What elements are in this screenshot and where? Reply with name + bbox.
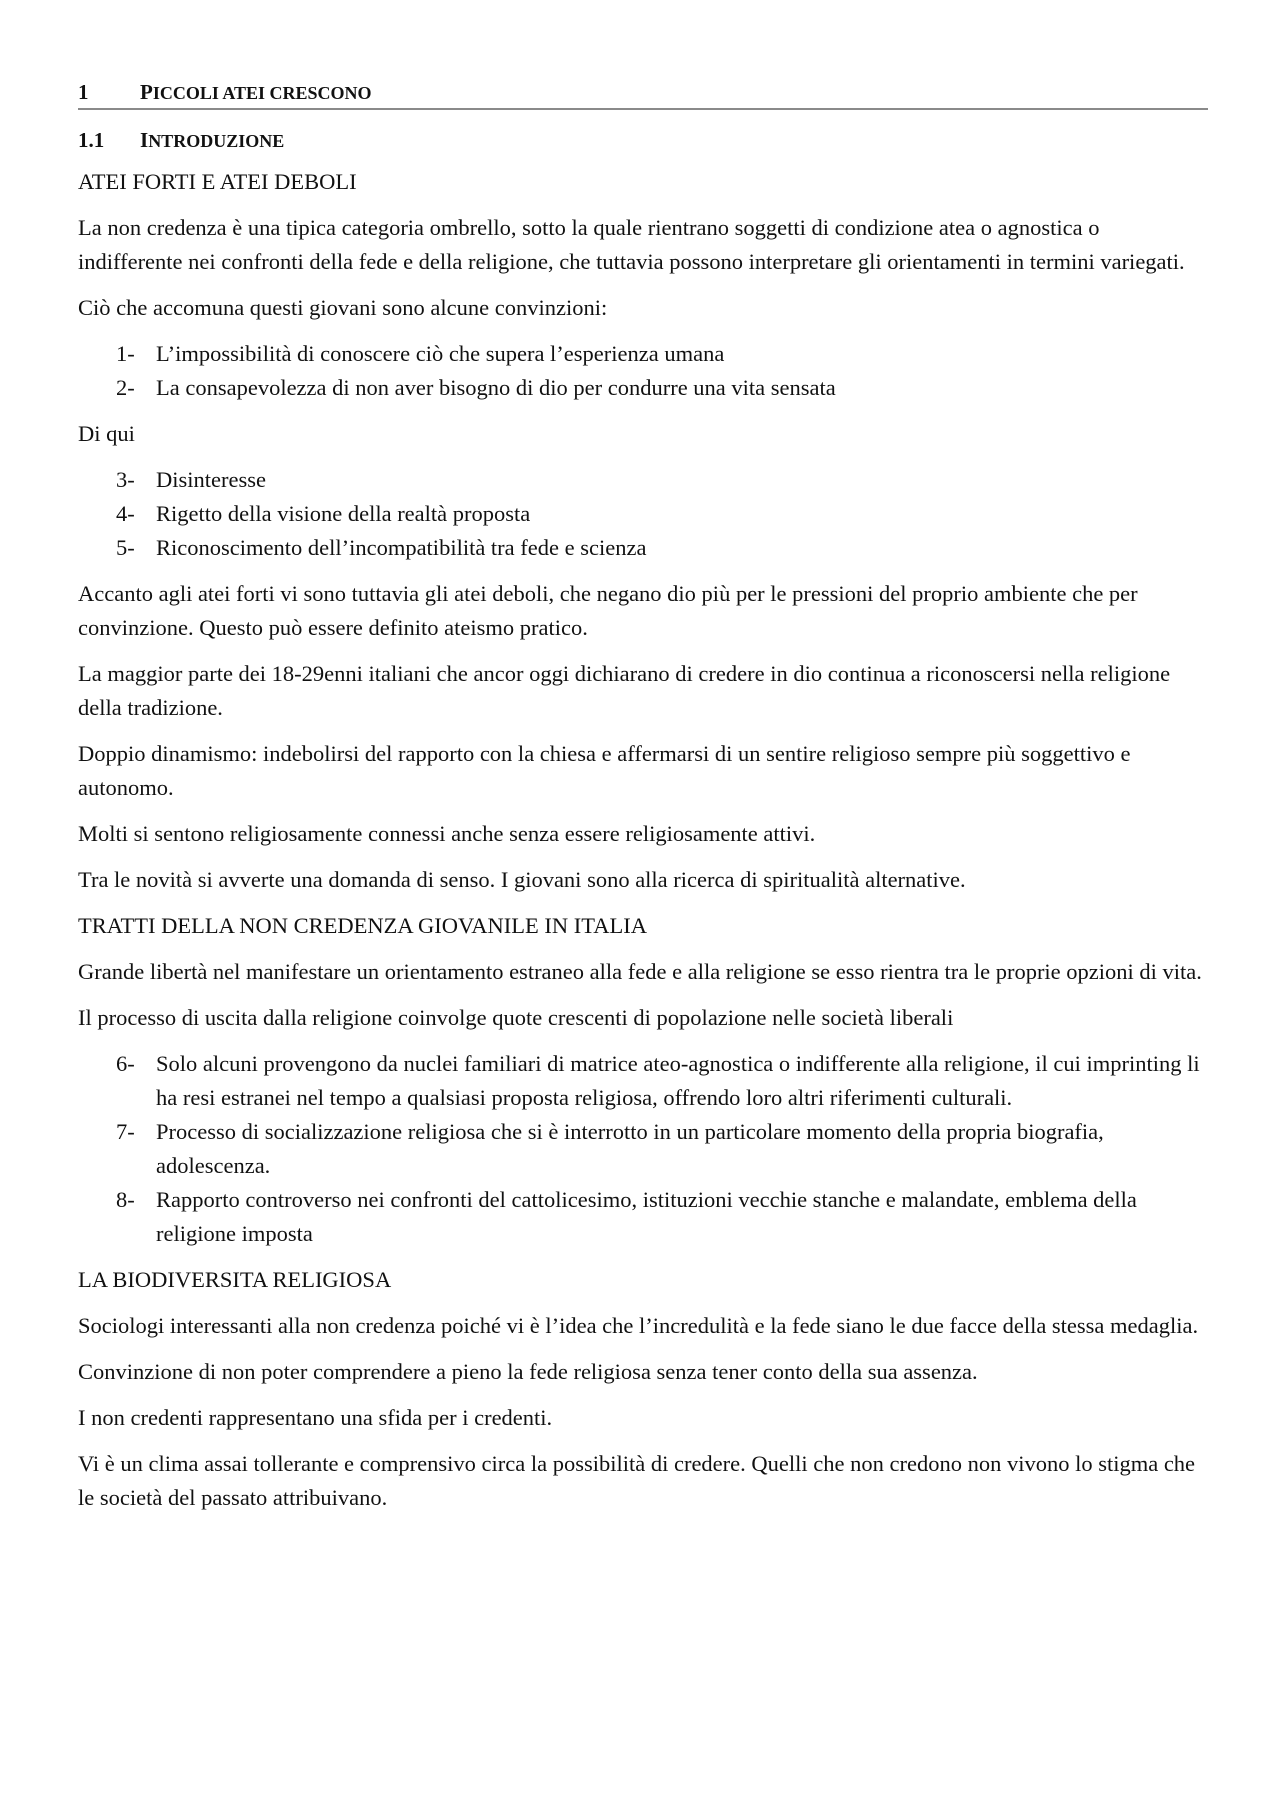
section-heading: [78, 128, 1208, 153]
list-item: 4- Rigetto della visione della realtà proposta: [116, 501, 531, 526]
paragraph: I non credenti rappresentano una sfida per i credenti.: [78, 1405, 553, 1430]
paragraph: Doppio dinamismo: indebolirsi del rapporto con la chiesa e affermarsi di un sentire religioso sempre più soggettivo e autonomo.: [78, 741, 1131, 800]
subheading-tratti: TRATTI DELLA NON CREDENZA GIOVANILE IN ITALIA: [78, 913, 647, 938]
list-convinzioni: [78, 337, 1208, 405]
section-number: 1.1: [78, 128, 105, 152]
paragraph: La maggior parte dei 18-29enni italiani che ancor oggi dichiarano di credere in dio continua a riconoscersi nella religione della tradizione.: [78, 661, 1171, 720]
paragraph: Di qui: [78, 421, 135, 446]
subheading-biodiversita: LA BIODIVERSITA RELIGIOSA: [78, 1267, 392, 1292]
paragraph: Tra le novità si avverte una domanda di senso. I giovani sono alla ricerca di spiritualità alternative.: [78, 867, 966, 892]
paragraph: Grande libertà nel manifestare un orientamento estraneo alla fede e alla religione se esso rientra tra le proprie opzioni di vita.: [78, 959, 1202, 984]
list-item: 2- La consapevolezza di non aver bisogno di dio per condurre una vita sensata: [116, 375, 836, 400]
list-item: 8- Rapporto controverso nei confronti del cattolicesimo, istituzioni vecchie stanche e malandate, emblema della religione imposta: [116, 1187, 1137, 1246]
paragraph: Vi è un clima assai tollerante e comprensivo circa la possibilità di credere. Quelli che non credono non vivono lo stigma che le società del passato attribuivano.: [78, 1451, 1196, 1510]
paragraph: Convinzione di non poter comprendere a pieno la fede religiosa senza tener conto della sua assenza.: [78, 1359, 978, 1384]
paragraph: Ciò che accomuna questi giovani sono alcune convinzioni:: [78, 295, 608, 320]
paragraph: Sociologi interessanti alla non credenza poiché vi è l’idea che l’incredulità e la fede siano le due facce della stessa medaglia.: [78, 1313, 1199, 1338]
document-body: [78, 80, 1208, 1527]
list-item: 7- Processo di socializzazione religiosa che si è interrotto in un particolare momento della propria biografia, adolescenza.: [116, 1119, 1104, 1178]
list-item: 1- L’impossibilità di conoscere ciò che supera l’esperienza umana: [116, 341, 725, 366]
list-conseguenze: [78, 463, 1208, 565]
chapter-title: PICCOLI ATEI CRESCONO: [140, 80, 372, 104]
subheading-atei-forti: ATEI FORTI E ATEI DEBOLI: [78, 169, 357, 194]
paragraph: Accanto agli atei forti vi sono tuttavia gli atei deboli, che negano dio più per le pressioni del proprio ambiente che per convinzione. Questo può essere definito ateismo pratico.: [78, 581, 1138, 640]
list-item: 5- Riconoscimento dell’incompatibilità tra fede e scienza: [116, 535, 647, 560]
section-title: INTRODUZIONE: [140, 128, 285, 152]
chapter-number: 1: [78, 80, 89, 104]
list-item: 3- Disinteresse: [116, 467, 266, 492]
paragraph: Il processo di uscita dalla religione coinvolge quote crescenti di popolazione nelle società liberali: [78, 1005, 954, 1030]
list-item: 6- Solo alcuni provengono da nuclei familiari di matrice ateo-agnostica o indifferente alla religione, il cui imprinting li ha resi estranei nel tempo a qualsiasi proposta religiosa, offrendo loro altri riferimenti culturali.: [116, 1051, 1200, 1110]
paragraph: Molti si sentono religiosamente connessi anche senza essere religiosamente attivi.: [78, 821, 816, 846]
paragraph: La non credenza è una tipica categoria ombrello, sotto la quale rientrano soggetti di condizione atea o agnostica o indifferente nei confronti della fede e della religione, che tuttavia possono interpretare gli orientamenti in termini variegati.: [78, 215, 1185, 274]
chapter-heading: [78, 80, 1208, 110]
list-tratti: [78, 1047, 1208, 1251]
